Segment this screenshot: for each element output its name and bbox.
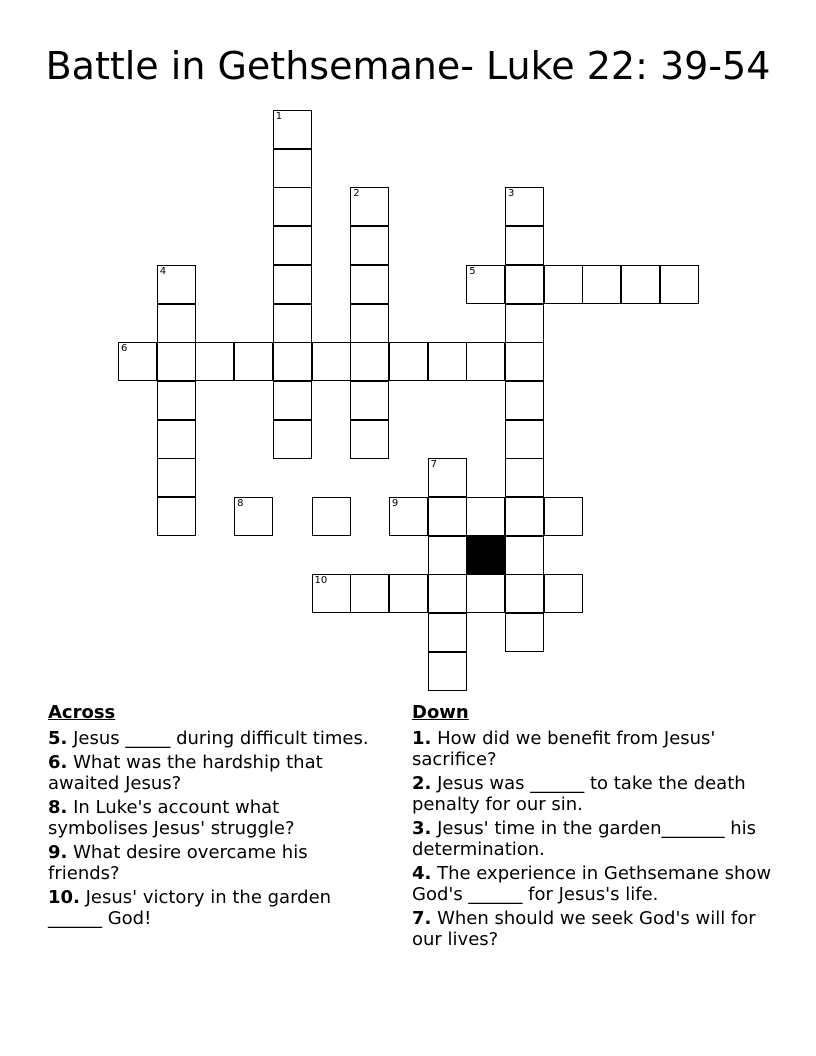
- across-clue: [48, 752, 378, 794]
- grid-cell[interactable]: [505, 226, 544, 265]
- grid-cell[interactable]: [273, 110, 312, 149]
- grid-cell[interactable]: [428, 342, 467, 381]
- clue-number: 6: [121, 343, 128, 355]
- grid-cell[interactable]: [273, 226, 312, 265]
- grid-cell[interactable]: [273, 265, 312, 304]
- grid-cell[interactable]: [157, 497, 196, 536]
- grid-cell[interactable]: [505, 420, 544, 459]
- across-clues: [48, 702, 378, 932]
- black-cell: [466, 536, 505, 575]
- grid-cell[interactable]: [350, 342, 389, 381]
- grid-cell[interactable]: [273, 304, 312, 343]
- page-title: Battle in Gethsemane- Luke 22: 39-54: [45, 44, 771, 88]
- clue-number-label: 9.: [48, 842, 68, 863]
- grid-cell[interactable]: [544, 265, 583, 304]
- clue-number-label: 1.: [412, 728, 432, 749]
- clue-number: 10: [314, 575, 328, 587]
- grid-cell[interactable]: [350, 226, 389, 265]
- grid-cell[interactable]: [621, 265, 660, 304]
- clue-number: 9: [391, 498, 399, 509]
- grid-cell[interactable]: [544, 574, 583, 613]
- grid-cell[interactable]: [466, 497, 505, 536]
- down-clue: [412, 773, 772, 815]
- grid-cell[interactable]: [389, 497, 428, 536]
- down-clue: [412, 908, 772, 950]
- grid-cell[interactable]: [312, 342, 351, 381]
- grid-cell[interactable]: [118, 342, 157, 381]
- clue-number-label: 5.: [48, 728, 68, 749]
- grid-cell[interactable]: [350, 420, 389, 459]
- grid-cell[interactable]: [428, 497, 467, 536]
- grid-cell[interactable]: [157, 304, 196, 343]
- clue-number: 8: [237, 498, 244, 509]
- grid-cell[interactable]: [312, 497, 351, 536]
- across-clue: [48, 887, 378, 929]
- clue-text: Jesus _____ during difficult times.: [67, 728, 369, 749]
- across-heading: Across: [48, 702, 116, 723]
- grid-cell[interactable]: [389, 574, 428, 613]
- grid-cell[interactable]: [273, 381, 312, 420]
- grid-cell[interactable]: [466, 265, 505, 304]
- grid-cell[interactable]: [195, 342, 234, 381]
- down-clue-list: [412, 728, 772, 950]
- grid-cell[interactable]: [157, 381, 196, 420]
- grid-cell[interactable]: [273, 149, 312, 188]
- clue-text: How did we benefit from Jesus' sacrifice?: [412, 728, 716, 770]
- clue-text: Jesus was ______ to take the death penalty for our sin.: [412, 773, 746, 815]
- grid-cell[interactable]: [350, 381, 389, 420]
- clue-text: When should we seek God's will for our lives?: [412, 908, 756, 950]
- clue-number: 5: [469, 265, 476, 277]
- down-clue: [412, 863, 772, 905]
- grid-cell[interactable]: [505, 265, 544, 304]
- grid-cell[interactable]: [157, 420, 196, 459]
- grid-cell[interactable]: [273, 342, 312, 381]
- down-heading: Down: [412, 702, 469, 723]
- grid-cell[interactable]: [582, 265, 621, 304]
- grid-cell[interactable]: [466, 342, 505, 381]
- clue-number: 2: [353, 188, 360, 200]
- clue-text: Jesus' victory in the garden ______ God!: [48, 887, 332, 929]
- grid-cell[interactable]: [505, 187, 544, 226]
- clue-number-label: 4.: [412, 863, 432, 884]
- clue-number-label: 8.: [48, 797, 68, 818]
- clue-number-label: 3.: [412, 818, 432, 839]
- grid-cell[interactable]: [350, 265, 389, 304]
- grid-cell[interactable]: [273, 420, 312, 459]
- clue-number: 1: [275, 111, 283, 122]
- grid-cell[interactable]: [544, 497, 583, 536]
- grid-cell[interactable]: [505, 381, 544, 420]
- clue-number-label: 2.: [412, 773, 432, 794]
- clue-number: 7: [430, 459, 437, 471]
- grid-cell[interactable]: [505, 497, 544, 536]
- grid-cell[interactable]: [350, 574, 389, 613]
- grid-cell[interactable]: [234, 497, 273, 536]
- grid-cell[interactable]: [350, 187, 389, 226]
- grid-cell[interactable]: [505, 304, 544, 343]
- clue-text: The experience in Gethsemane show God's ______ for Jesus's life.: [412, 863, 772, 905]
- grid-cell[interactable]: [428, 574, 467, 613]
- grid-cell[interactable]: [428, 536, 467, 575]
- clue-number: 3: [508, 188, 515, 200]
- grid-cell[interactable]: [157, 458, 196, 497]
- across-clue-list: [48, 728, 378, 929]
- clue-number-label: 7.: [412, 908, 432, 929]
- grid-cell[interactable]: [350, 304, 389, 343]
- grid-cell[interactable]: [157, 342, 196, 381]
- clue-number: 4: [159, 265, 167, 277]
- grid-cell[interactable]: [273, 187, 312, 226]
- across-clue: [48, 842, 378, 884]
- clue-number-label: 6.: [48, 752, 68, 773]
- grid-cell[interactable]: [466, 574, 505, 613]
- across-clue: [48, 797, 378, 839]
- grid-cell[interactable]: [389, 342, 428, 381]
- grid-cell[interactable]: [505, 342, 544, 381]
- clue-number-label: 10.: [48, 887, 80, 908]
- grid-cell[interactable]: [505, 613, 544, 652]
- clue-text: In Luke's account what symbolises Jesus' struggle?: [48, 797, 295, 839]
- clue-text: Jesus' time in the garden_______ his determination.: [412, 818, 757, 860]
- grid-cell[interactable]: [505, 458, 544, 497]
- grid-cell[interactable]: [660, 265, 699, 304]
- grid-cell[interactable]: [312, 574, 351, 613]
- grid-cell[interactable]: [428, 652, 467, 691]
- grid-cell[interactable]: [505, 574, 544, 613]
- across-clue: [48, 728, 378, 749]
- grid-cell[interactable]: [505, 536, 544, 575]
- grid-cell[interactable]: [234, 342, 273, 381]
- grid-cell[interactable]: [428, 458, 467, 497]
- clue-text: What was the hardship that awaited Jesus?: [48, 752, 323, 794]
- clue-text: What desire overcame his friends?: [48, 842, 308, 884]
- down-clue: [412, 728, 772, 770]
- down-clues: [412, 702, 772, 953]
- grid-cell[interactable]: [428, 613, 467, 652]
- grid-cell[interactable]: [157, 265, 196, 304]
- down-clue: [412, 818, 772, 860]
